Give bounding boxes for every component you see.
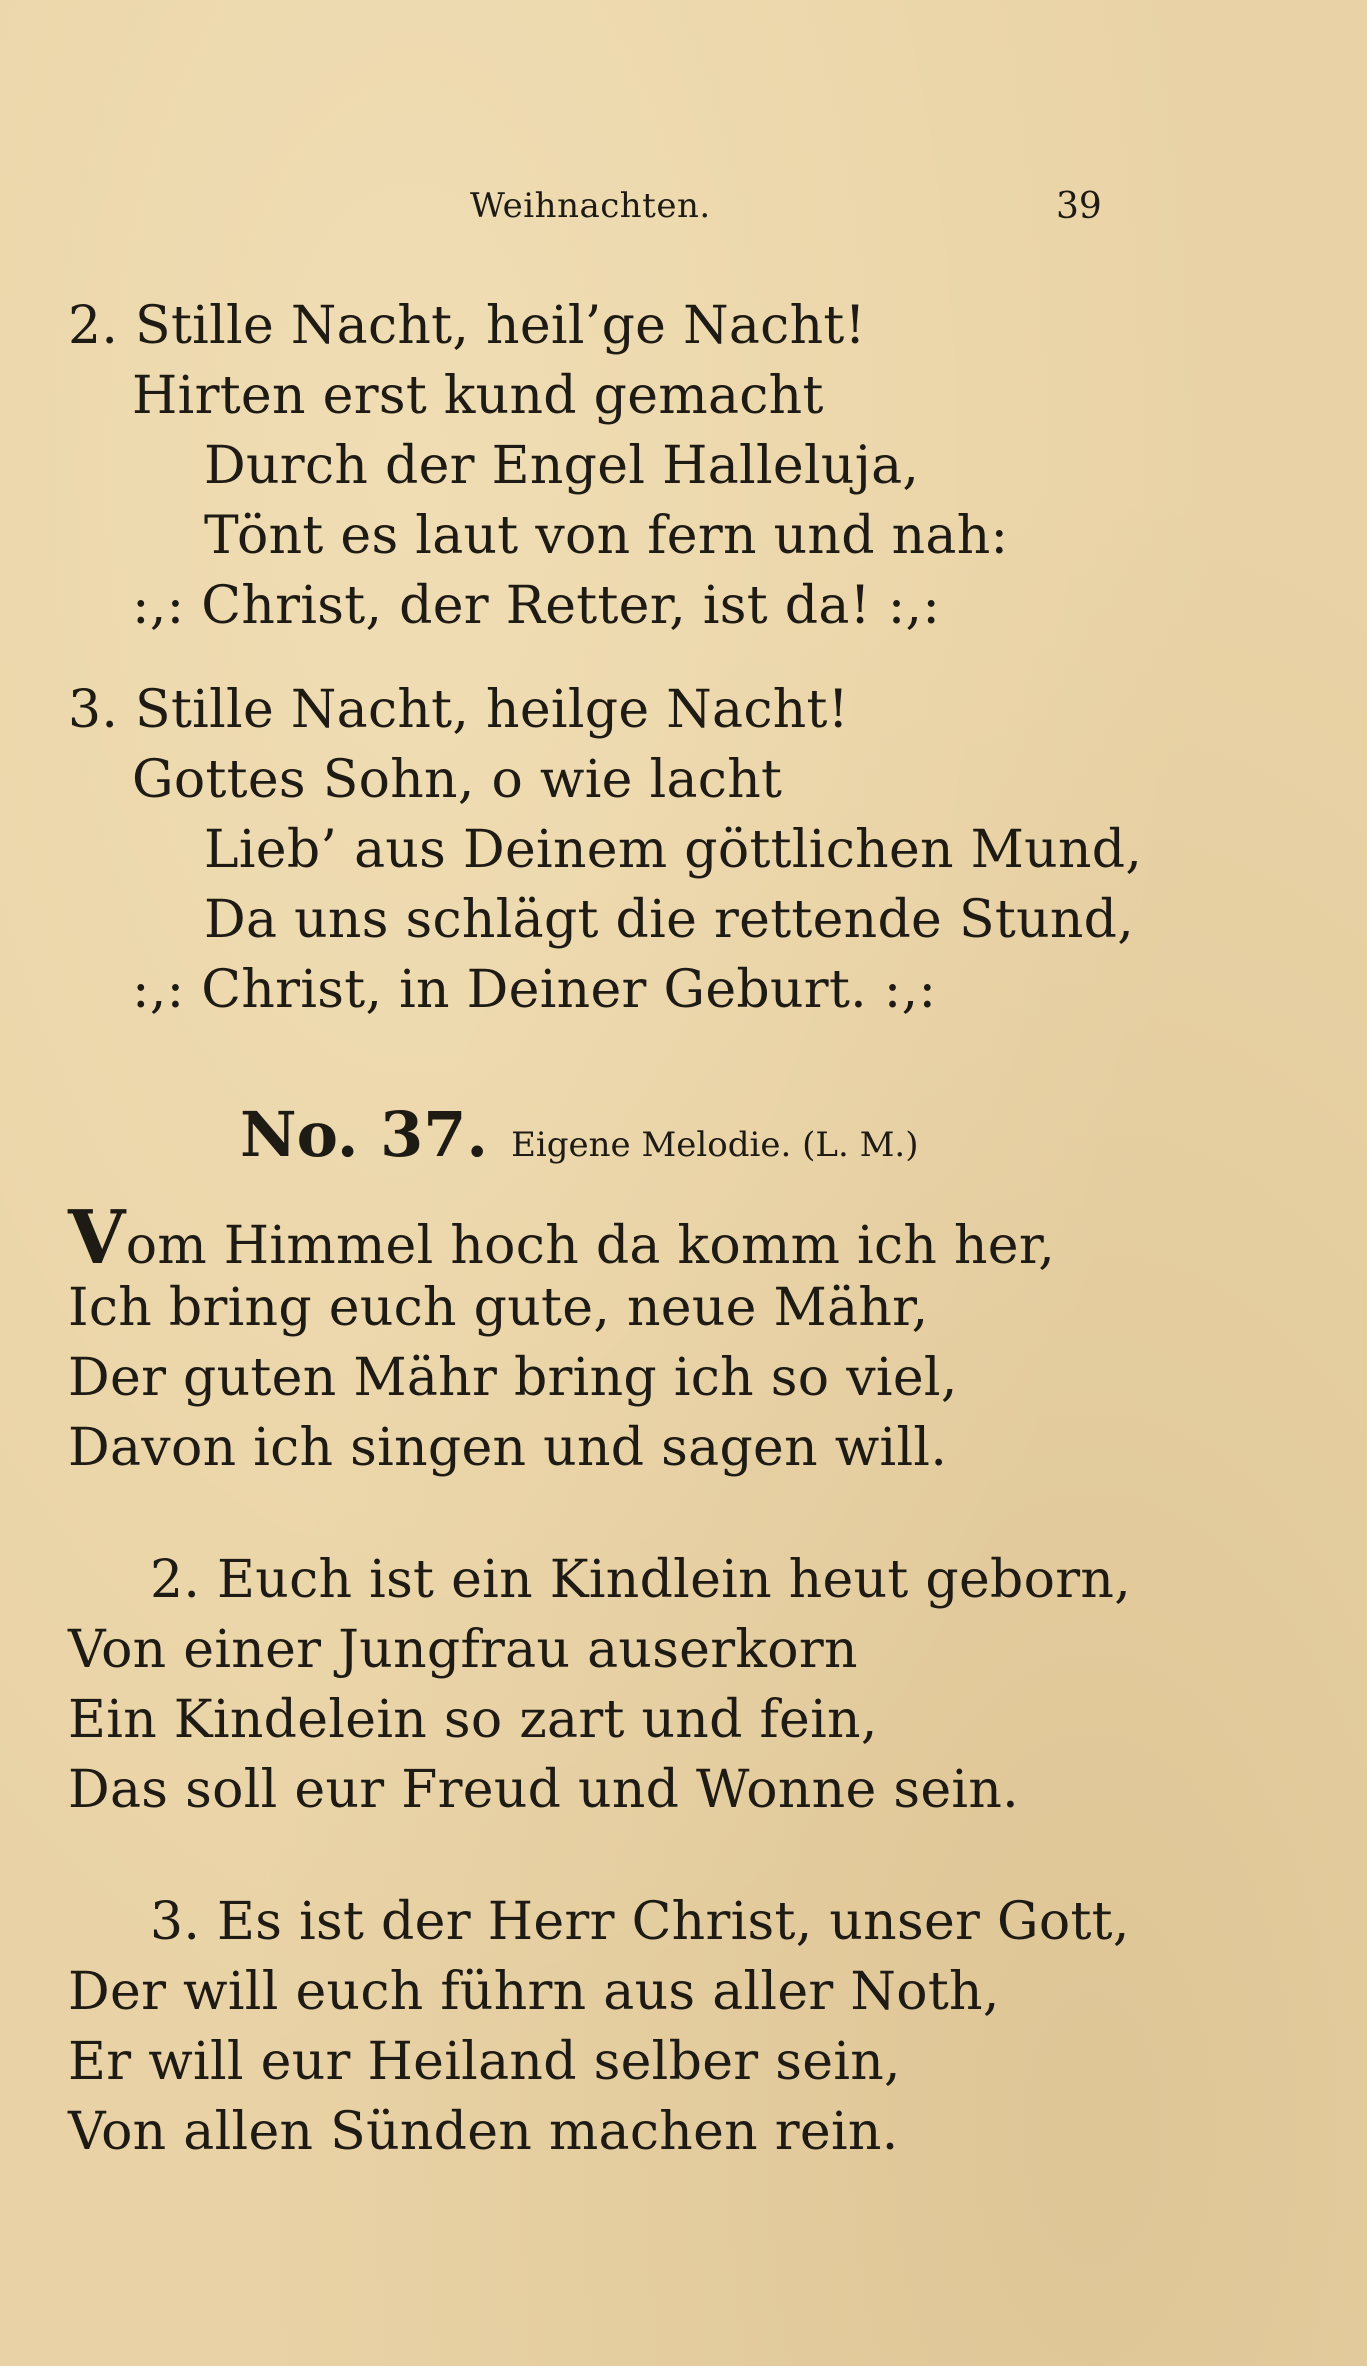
verse-line-rest: om Himmel hoch da komm ich her, bbox=[125, 1216, 1056, 1276]
verse-line: Ich bring euch gute, neue Mähr, bbox=[68, 1278, 929, 1338]
verse-line: 3. Es ist der Herr Christ, unser Gott, bbox=[150, 1892, 1130, 1952]
verse-line: Davon ich singen und sagen will. bbox=[68, 1418, 948, 1478]
verse-line: Tönt es laut von fern und nah: bbox=[204, 506, 1009, 566]
verse-line: Von einer Jungfrau auserkorn bbox=[68, 1620, 858, 1680]
hymn-heading bbox=[240, 1098, 918, 1171]
verse-line: Von allen Sünden machen rein. bbox=[68, 2102, 899, 2162]
verse-line: Er will eur Heiland selber sein, bbox=[68, 2032, 901, 2092]
verse-line-first bbox=[68, 1195, 1056, 1281]
hymn-melody: Eigene Melodie. (L. M.) bbox=[511, 1125, 919, 1165]
verse-line: Der guten Mähr bring ich so viel, bbox=[68, 1348, 958, 1408]
verse-line: :,: Christ, der Retter, ist da! :,: bbox=[132, 576, 941, 636]
verse-line: 3. Stille Nacht, heilge Nacht! bbox=[68, 680, 849, 740]
verse-line: Durch der Engel Halleluja, bbox=[204, 436, 920, 496]
verse-line: Ein Kindelein so zart und fein, bbox=[68, 1690, 878, 1750]
verse-line: 2. Euch ist ein Kindlein heut geborn, bbox=[150, 1550, 1132, 1610]
verse-line: Das soll eur Freud und Wonne sein. bbox=[68, 1760, 1019, 1820]
verse-line: 2. Stille Nacht, heil’ge Nacht! bbox=[68, 296, 866, 356]
drop-initial: V bbox=[68, 1195, 126, 1281]
verse-line: Hirten erst kund gemacht bbox=[132, 366, 824, 426]
verse-line: :,: Christ, in Deiner Geburt. :,: bbox=[132, 960, 937, 1020]
verse-line: Lieb’ aus Deinem göttlichen Mund, bbox=[204, 820, 1143, 880]
hymn-number: No. 37. bbox=[240, 1098, 488, 1171]
verse-line: Da uns schlägt die rettende Stund, bbox=[204, 890, 1135, 950]
page-number: 39 bbox=[1056, 186, 1102, 227]
verse-line: Der will euch führn aus aller Noth, bbox=[68, 1962, 1000, 2022]
verse-line: Gottes Sohn, o wie lacht bbox=[132, 750, 783, 810]
running-head: Weihnachten. bbox=[470, 186, 711, 226]
